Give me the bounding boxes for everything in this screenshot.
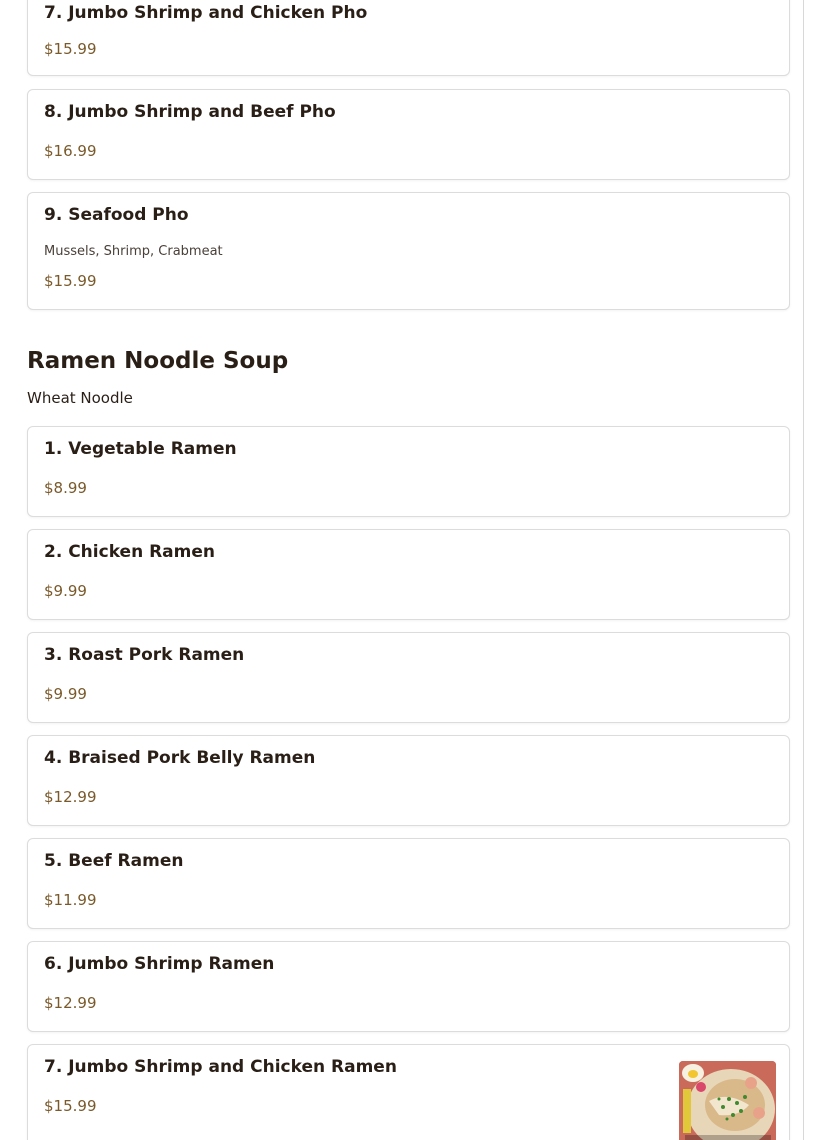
menu-item-card[interactable] bbox=[27, 1044, 790, 1140]
menu-item-card[interactable] bbox=[27, 192, 790, 310]
menu-item-price: $12.99 bbox=[44, 994, 97, 1012]
menu-item-price: $11.99 bbox=[44, 891, 97, 909]
menu-item-price: $15.99 bbox=[44, 40, 97, 58]
menu-item-price: $16.99 bbox=[44, 142, 97, 160]
menu-item-photo[interactable] bbox=[679, 1061, 776, 1140]
menu-item-card[interactable] bbox=[27, 426, 790, 517]
menu-item-price: $12.99 bbox=[44, 788, 97, 806]
page-edge-divider bbox=[803, 0, 804, 1140]
menu-item-name: 4. Braised Pork Belly Ramen bbox=[44, 748, 316, 768]
menu-item-card[interactable] bbox=[27, 632, 790, 723]
menu-item-name: 2. Chicken Ramen bbox=[44, 542, 215, 562]
menu-item-name: 8. Jumbo Shrimp and Beef Pho bbox=[44, 102, 336, 122]
menu-item-name: 7. Jumbo Shrimp and Chicken Pho bbox=[44, 3, 368, 23]
menu-item-price: $9.99 bbox=[44, 582, 87, 600]
section-title: Ramen Noodle Soup bbox=[27, 348, 289, 374]
menu-item-name: 7. Jumbo Shrimp and Chicken Ramen bbox=[44, 1057, 397, 1077]
menu-item-card[interactable] bbox=[27, 735, 790, 826]
menu-item-price: $15.99 bbox=[44, 272, 97, 290]
menu-item-card[interactable] bbox=[27, 529, 790, 620]
menu-item-price: $8.99 bbox=[44, 479, 87, 497]
menu-item-card[interactable] bbox=[27, 941, 790, 1032]
menu-item-name: 6. Jumbo Shrimp Ramen bbox=[44, 954, 275, 974]
section-subtitle: Wheat Noodle bbox=[27, 389, 133, 407]
menu-item-card[interactable] bbox=[27, 0, 790, 76]
menu-item-description: Mussels, Shrimp, Crabmeat bbox=[44, 244, 223, 259]
menu-item-price: $15.99 bbox=[44, 1097, 97, 1115]
ramen-photo-image bbox=[679, 1061, 776, 1140]
menu-item-name: 5. Beef Ramen bbox=[44, 851, 184, 871]
menu-item-name: 3. Roast Pork Ramen bbox=[44, 645, 245, 665]
menu-item-name: 9. Seafood Pho bbox=[44, 205, 189, 225]
menu-item-price: $9.99 bbox=[44, 685, 87, 703]
menu-item-name: 1. Vegetable Ramen bbox=[44, 439, 237, 459]
menu-item-card[interactable] bbox=[27, 838, 790, 929]
menu-item-card[interactable] bbox=[27, 89, 790, 180]
